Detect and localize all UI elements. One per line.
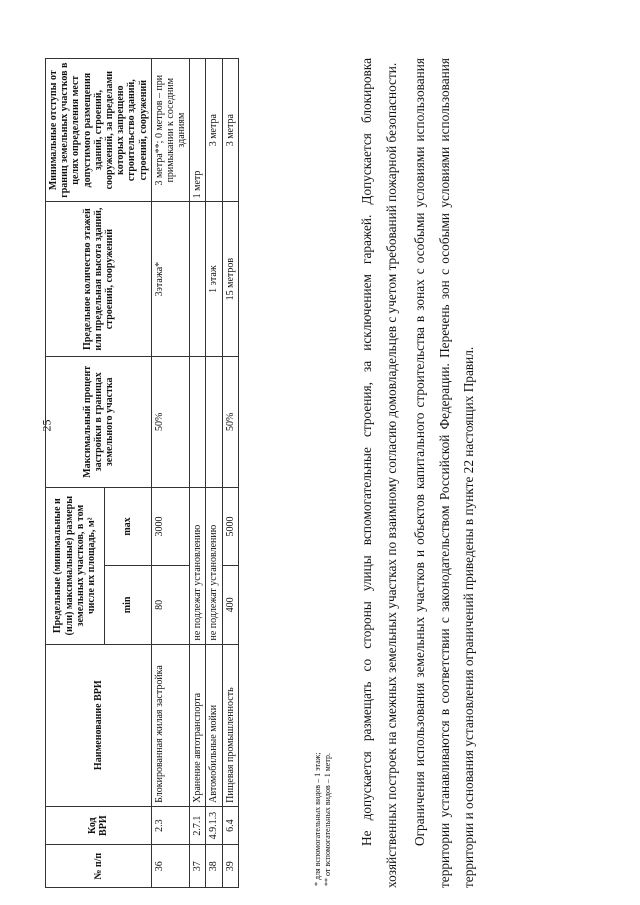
cell-indent: 3 метра <box>222 59 238 202</box>
cell-pct: 50% <box>222 356 238 487</box>
table-footnotes <box>313 753 333 886</box>
header-num: № п/п <box>46 845 152 888</box>
cell-num: 37 <box>190 845 206 888</box>
cell-min: 80 <box>151 566 190 644</box>
cell-floors: 3этажа* <box>151 202 190 356</box>
rotated-page-content <box>45 38 640 888</box>
paragraph: Не допускается размещать со стороны улицы вспомогательные строения, за исключением гаражей. Допускается блокировка хозяйственных построек на смежных земельных участках по взаимному согласию домовладельцев с учетом требований пожарной безопасности. <box>359 58 399 888</box>
cell-code: 2.7.1 <box>190 806 206 845</box>
header-sizes: Предельные (минимальные и (или) максимальные) размеры земельных участков, в том числе их площадь, м² <box>46 487 105 644</box>
footnote-1: * для вспомогательных видов – 1 этаж; <box>313 752 322 886</box>
cell-num: 36 <box>151 845 190 888</box>
header-indent: Минимальные отступы от границ земельных участков в целях определения мест допустимого размещения зданий, строений, сооружений, за пределами которых запрещено строительство зданий, строений, сооружений <box>46 59 152 202</box>
cell-name: Автомобильные мойки <box>206 644 222 806</box>
footnote-2: ** от вспомогательных видов – 1 метр. <box>323 753 332 886</box>
cell-code: 2.3 <box>151 806 190 845</box>
page-number: 25 <box>39 419 54 432</box>
paragraph: Ограничения использования земельных участков и объектов капитального строительства в зонах с особыми условиями использования территории устанавливаются в соответствии с законодательством Российской Федерации. Перечень зон с особыми условиями использования территории и основания установления ограничений приведены в пункте 22 настоящих Правил. <box>412 58 477 888</box>
cell-max: 3000 <box>151 487 190 565</box>
header-code: Код ВРИ <box>46 806 152 845</box>
vri-table <box>45 58 239 888</box>
header-pct: Максимальный процент застройки в границах земельного участка <box>46 356 152 487</box>
cell-name: Хранение автотранспорта <box>190 644 206 806</box>
cell-code: 4.9.1.3 <box>206 806 222 845</box>
cell-pct: 50% <box>151 356 190 487</box>
cell-name: Блокированная жилая застройка <box>151 644 190 806</box>
header-floors: Предельное количество этажей или предельная высота зданий, строений, сооружений <box>46 202 152 356</box>
cell-num: 39 <box>222 845 238 888</box>
cell-indent: 3 метра <box>206 59 222 202</box>
cell-indent: 3 метра**; 0 метров – при примыкании к соседним зданиям <box>151 59 190 202</box>
cell-code: 6.4 <box>222 806 238 845</box>
cell-num: 38 <box>206 845 222 888</box>
table-row <box>206 59 222 888</box>
body-text <box>355 58 486 888</box>
cell-sizes-span: не подлежат установлению <box>190 487 206 644</box>
cell-floors: 15 метров <box>222 202 238 356</box>
table-row <box>151 59 190 888</box>
cell-name: Пищевая промышленность <box>222 644 238 806</box>
header-max: max <box>104 487 151 565</box>
cell-max: 5000 <box>222 487 238 565</box>
table-row <box>222 59 238 888</box>
cell-sizes-span: не подлежат установлению <box>206 487 222 644</box>
cell-floors: 1 этаж <box>206 202 222 356</box>
header-name: Наименование ВРИ <box>46 644 152 806</box>
cell-pct <box>190 356 206 487</box>
cell-floors <box>190 202 206 356</box>
cell-pct <box>206 356 222 487</box>
cell-indent: 1 метр <box>190 59 206 202</box>
header-min: min <box>104 566 151 644</box>
table-row <box>190 59 206 888</box>
cell-min: 400 <box>222 566 238 644</box>
